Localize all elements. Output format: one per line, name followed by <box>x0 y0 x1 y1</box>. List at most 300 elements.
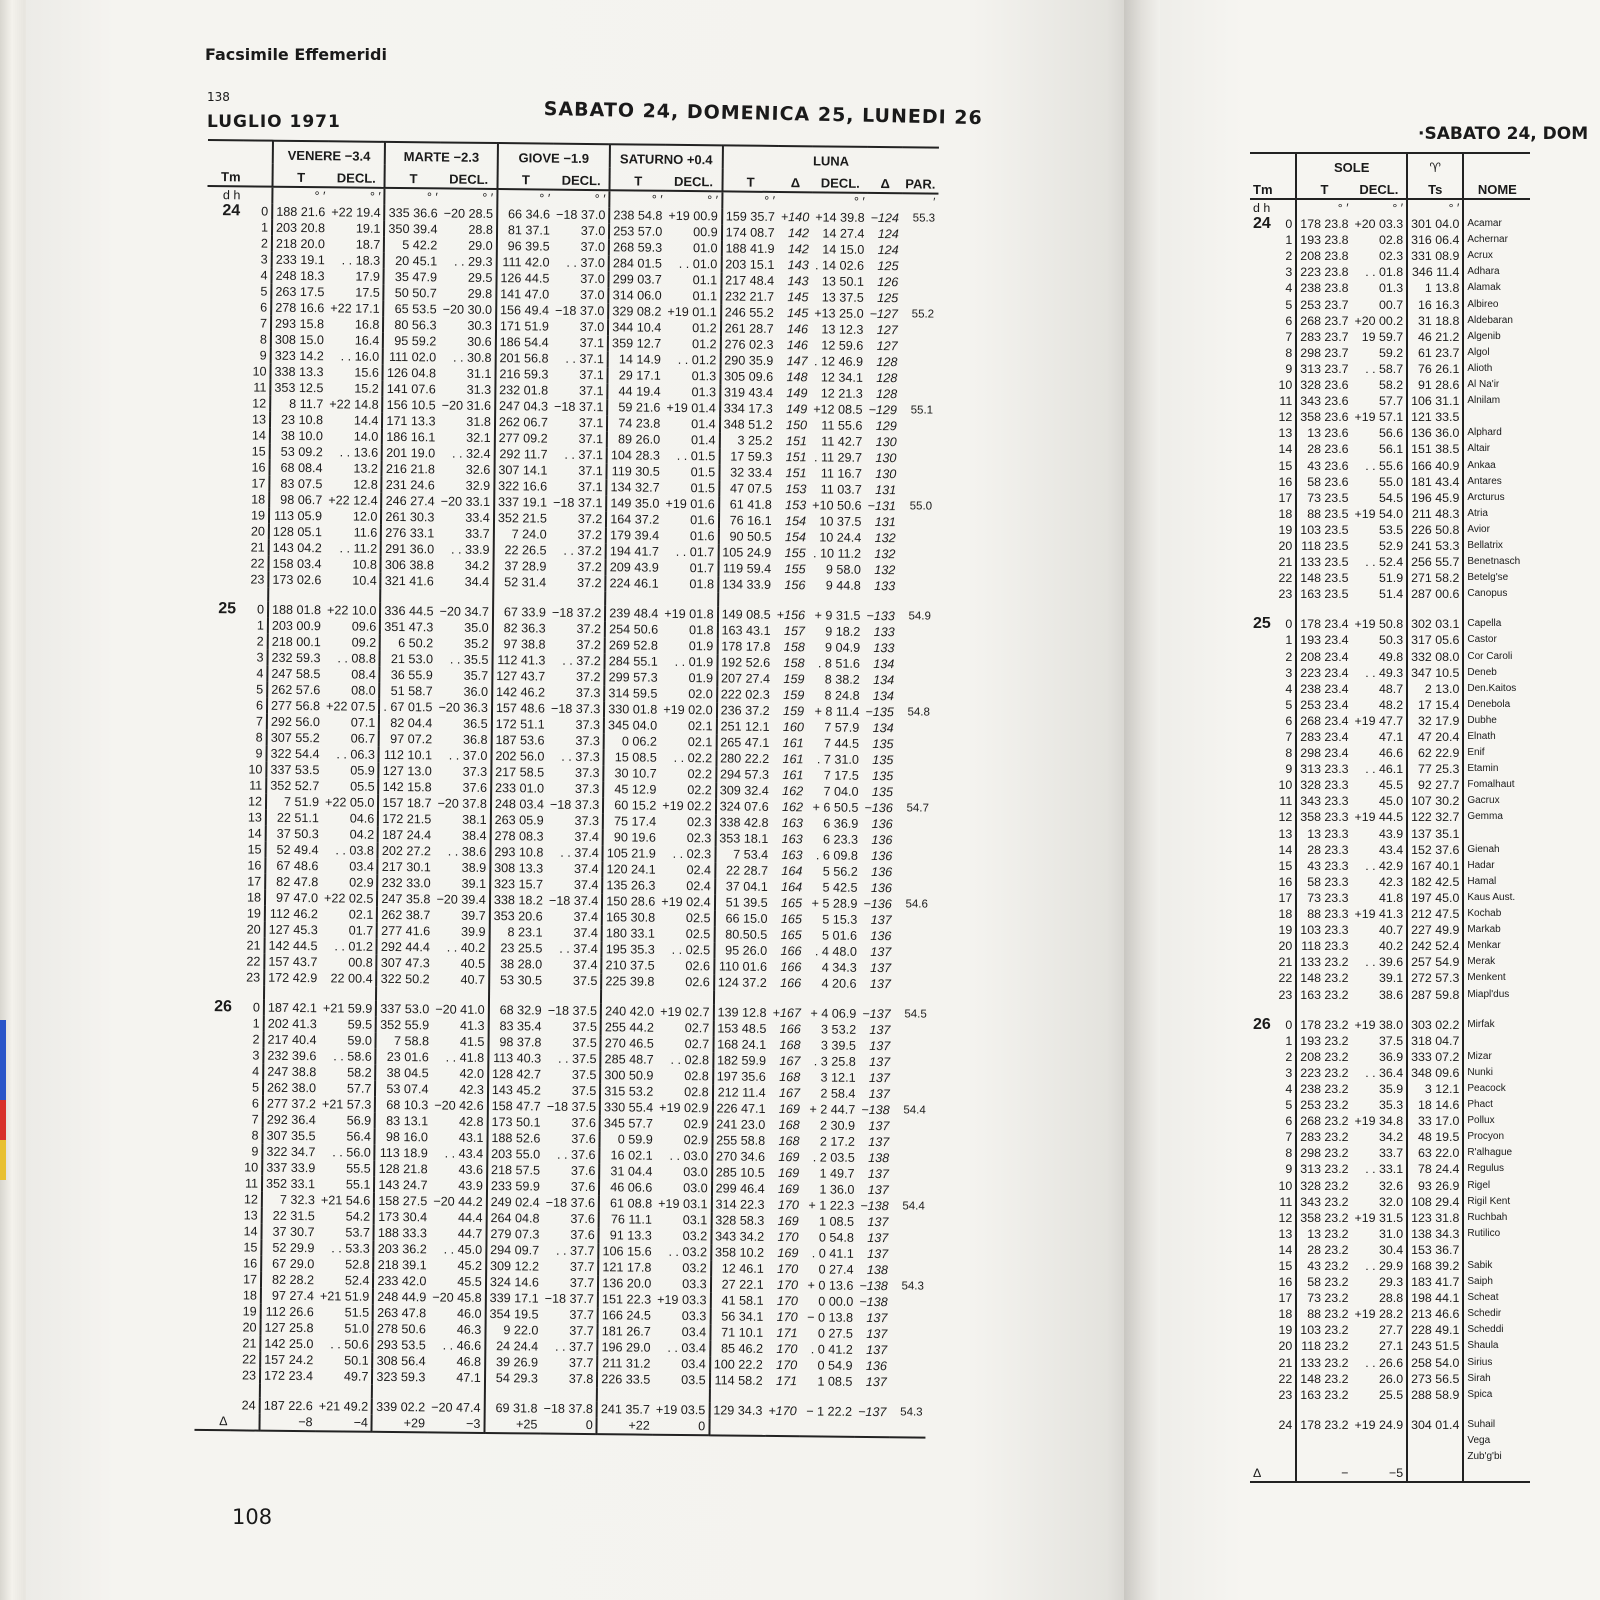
table-cell: 162 <box>782 784 804 799</box>
table-cell: 133 <box>873 624 895 640</box>
table-cell: 249 02.4 <box>487 1194 543 1211</box>
table-cell: 353 18.1 <box>715 830 771 847</box>
table-cell: 268 23.4 <box>1296 713 1351 729</box>
table-cell: 164 <box>781 880 803 895</box>
table-cell: 41 58.1 <box>710 1292 766 1309</box>
table-cell: 37.7 <box>569 1323 594 1339</box>
table-cell: −18 37.0 <box>555 207 606 223</box>
table-cell: 246 55.2 <box>721 304 777 321</box>
table-cell: 128 <box>876 387 898 402</box>
table-cell: 02.1 <box>348 907 374 922</box>
table-cell <box>896 784 932 800</box>
table-cell: 51.4 <box>1378 587 1404 602</box>
table-cell: 161 <box>782 752 804 767</box>
col-t: T <box>610 167 666 191</box>
table-cell: 07.1 <box>350 715 376 730</box>
table-cell: 302 03.1 <box>1407 616 1463 632</box>
star-name: Castor <box>1463 632 1530 648</box>
col-t: T <box>273 164 329 188</box>
table-cell: 308 15.0 <box>271 332 327 349</box>
table-cell: 37 30.7 <box>261 1224 317 1241</box>
table-row <box>1250 1387 1530 1403</box>
table-cell: 42.0 <box>459 1066 485 1081</box>
table-cell: 126 <box>877 275 899 290</box>
table-cell: 22 <box>242 1352 257 1367</box>
table-cell: 157 24.2 <box>260 1352 316 1369</box>
table-cell: 160 <box>782 720 804 735</box>
table-cell: . . 41.8 <box>445 1050 485 1065</box>
table-cell: 04.6 <box>349 811 375 826</box>
table-cell: 187 53.6 <box>491 732 547 749</box>
table-cell: 4 <box>1285 681 1293 696</box>
table-cell: 17 <box>247 874 262 889</box>
table-cell: 52 31.4 <box>493 574 549 591</box>
table-cell: 13 23.3 <box>1296 826 1351 842</box>
table-cell: 137 <box>867 1230 889 1246</box>
table-cell: 01.8 <box>688 623 714 638</box>
table-cell: . 6 09.8 <box>815 848 859 863</box>
table-cell: 18.7 <box>355 237 381 252</box>
delta-label: Δ <box>1253 1466 1262 1481</box>
table-cell: 16.4 <box>354 333 380 348</box>
table-cell: 137 <box>869 1022 891 1038</box>
table-cell: 270 34.6 <box>712 1148 768 1165</box>
table-cell: 134 <box>872 688 895 704</box>
table-cell: 328 23.6 <box>1296 377 1351 393</box>
table-cell: 0 <box>1285 217 1293 232</box>
table-cell: 134 32.7 <box>607 479 663 496</box>
table-row <box>1250 890 1530 906</box>
table-cell: 100 22.2 <box>710 1356 766 1373</box>
table-cell: 1 08.5 <box>817 1374 853 1389</box>
table-cell: 15.2 <box>354 381 379 396</box>
table-cell: 52 29.9 <box>261 1240 317 1257</box>
table-cell: 37.4 <box>573 877 599 893</box>
table-cell: 292 44.4 <box>377 939 433 956</box>
table-cell: +19 41.3 <box>1354 907 1404 922</box>
table-cell <box>893 1038 929 1054</box>
star-name: Benetnasch <box>1463 554 1530 570</box>
table-cell: 134 33.9 <box>718 576 774 593</box>
table-row <box>1250 1242 1530 1258</box>
table-cell: 15 <box>1278 458 1293 473</box>
table-cell: 254 50.6 <box>605 621 661 638</box>
table-cell: +19 28.2 <box>1354 1307 1404 1322</box>
table-cell: 187 22.6 <box>260 1398 316 1415</box>
table-cell: 165 30.8 <box>602 909 658 926</box>
table-cell: . . 35.5 <box>449 652 489 667</box>
table-cell: . 3 25.8 <box>813 1054 856 1069</box>
table-cell: 55.0 <box>1378 474 1404 489</box>
table-cell: 14 27.4 <box>822 226 865 241</box>
table-cell: 2 58.4 <box>820 1086 856 1101</box>
table-cell: 178 23.4 <box>1296 616 1351 632</box>
table-cell: −127 <box>869 306 899 322</box>
star-name: Fomalhaut <box>1463 777 1530 793</box>
table-cell: 203 15.1 <box>721 256 777 273</box>
table-cell: 37.3 <box>575 685 601 701</box>
table-cell: 41.3 <box>459 1018 485 1033</box>
table-cell: 212 47.5 <box>1407 906 1463 922</box>
table-cell: −3 <box>465 1416 481 1431</box>
table-cell <box>892 1150 928 1166</box>
table-cell: 147 <box>786 354 808 369</box>
table-cell: 154 <box>784 530 806 545</box>
table-cell: 346 11.4 <box>1407 264 1463 280</box>
table-cell: 02.1 <box>687 719 713 734</box>
table-cell: 13.2 <box>353 461 379 476</box>
table-cell: 32.6 <box>1378 1178 1404 1193</box>
table-cell: 122 32.7 <box>1407 809 1463 825</box>
star-name: Schedir <box>1463 1306 1530 1322</box>
table-row <box>1250 1049 1530 1065</box>
table-cell: 17.9 <box>355 269 381 284</box>
table-cell: 22 <box>246 954 261 969</box>
table-cell: 13 23.6 <box>1296 425 1351 441</box>
table-cell: +21 49.2 <box>318 1399 369 1414</box>
table-cell: 02.9 <box>683 1133 709 1148</box>
table-cell: +19 00.9 <box>668 208 718 224</box>
table-cell: 24 <box>241 1398 256 1413</box>
table-cell: 4 20.6 <box>821 976 857 991</box>
table-cell: 5 42.2 <box>384 237 440 254</box>
table-cell: 55.0 <box>909 500 933 513</box>
right-days-title: ·SABATO 24, DOM <box>1418 124 1589 144</box>
table-cell: 51 39.5 <box>715 894 771 911</box>
table-cell: 150 <box>785 418 808 433</box>
table-cell: +20 00.2 <box>1354 313 1404 328</box>
table-cell: 148 23.2 <box>1296 1371 1351 1387</box>
table-cell: 13 <box>1278 826 1293 841</box>
aries-icon: ♈ <box>1407 153 1463 176</box>
table-cell: 19 <box>1278 923 1293 938</box>
table-cell: 7 51.9 <box>266 794 322 811</box>
table-cell: 35.9 <box>1378 1081 1404 1096</box>
table-cell: 56 34.1 <box>710 1308 766 1325</box>
table-cell: 137 <box>868 1070 891 1086</box>
table-cell: 53.7 <box>345 1225 371 1240</box>
table-row <box>1250 1161 1530 1177</box>
table-cell <box>894 928 930 944</box>
table-row <box>1250 1129 1530 1145</box>
table-cell: 63 22.0 <box>1407 1145 1463 1161</box>
table-cell: 03.4 <box>681 1325 707 1340</box>
table-cell: 37.2 <box>576 669 601 685</box>
table-cell: 82 28.2 <box>261 1272 317 1289</box>
table-cell: +22 17.1 <box>330 301 380 316</box>
table-cell: 54.3 <box>900 1406 923 1419</box>
star-name: Alnilam <box>1463 393 1530 409</box>
table-cell: 39.9 <box>460 924 486 939</box>
table-cell: 103 23.3 <box>1296 922 1351 938</box>
table-cell: 314 22.3 <box>711 1196 767 1213</box>
table-cell: 35.3 <box>1378 1098 1404 1113</box>
table-cell: 345 57.7 <box>600 1115 656 1132</box>
table-cell: . 0 41.1 <box>811 1246 854 1261</box>
table-cell: . . 02.3 <box>672 846 712 862</box>
table-cell: 02.8 <box>684 1085 709 1100</box>
table-cell: 83 35.4 <box>488 1018 544 1035</box>
table-cell <box>891 1246 927 1262</box>
table-cell: 22 <box>1278 571 1293 586</box>
col-giove: GIOVE −1.9 <box>498 143 611 167</box>
table-cell: 106 15.6 <box>599 1243 655 1260</box>
table-cell: 299 57.3 <box>605 669 661 686</box>
table-cell: 03.4 <box>681 1357 706 1372</box>
table-cell: 224 46.1 <box>606 575 662 592</box>
table-cell: 158 <box>783 640 805 655</box>
table-cell: 5 56.2 <box>822 864 858 879</box>
table-cell: 17 <box>1278 1291 1293 1306</box>
star-name: Alamak <box>1463 280 1530 296</box>
table-cell: 29 17.1 <box>608 367 664 384</box>
table-cell: 167 <box>778 1086 801 1101</box>
table-cell: 128 21.8 <box>375 1161 431 1178</box>
table-cell: 168 <box>779 1038 801 1053</box>
table-cell: 330 55.4 <box>600 1099 656 1116</box>
table-cell: 331 08.9 <box>1407 248 1463 264</box>
table-cell: 158 03.4 <box>268 556 324 573</box>
table-cell: 2 <box>256 634 264 649</box>
table-cell: 05.9 <box>350 763 375 778</box>
table-cell: 4 <box>256 666 264 681</box>
table-cell: 21 <box>1278 555 1293 570</box>
table-cell: −138 <box>859 1294 888 1310</box>
table-cell: 17 <box>242 1272 258 1287</box>
table-cell: 238 23.8 <box>1296 280 1351 296</box>
table-cell: 9 18.2 <box>825 624 861 639</box>
table-cell: 1 <box>252 1016 260 1031</box>
table-cell: 164 37.2 <box>606 511 662 528</box>
table-cell: +156 <box>776 607 806 623</box>
table-cell: 37 28.9 <box>493 558 549 575</box>
table-cell: 9 <box>255 746 263 761</box>
table-cell: 37.5 <box>571 1083 597 1099</box>
table-cell: 293 10.8 <box>490 844 546 861</box>
star-name: Ruchbah <box>1463 1210 1530 1226</box>
table-cell: 156 10.5 <box>383 397 439 414</box>
table-cell: 158 <box>783 656 805 671</box>
table-cell: 10 <box>1278 778 1293 793</box>
table-cell: 169 <box>778 1102 800 1117</box>
table-cell: 124 <box>877 243 899 258</box>
star-name: Acrux <box>1463 248 1530 264</box>
table-cell: 218 57.5 <box>487 1162 543 1179</box>
table-cell: 5 01.6 <box>822 928 858 943</box>
table-cell: 231 24.6 <box>382 477 438 494</box>
table-cell: 23 <box>1278 987 1293 1002</box>
table-cell: . . 29.3 <box>453 254 493 269</box>
table-cell: 1 36.0 <box>819 1182 855 1197</box>
table-cell: 22 00.4 <box>330 971 373 986</box>
table-cell: −18 37.2 <box>551 605 602 621</box>
col-delta: Δ <box>790 175 801 191</box>
table-cell: 02.4 <box>686 863 712 878</box>
table-cell: 168 24.1 <box>713 1036 769 1053</box>
table-row <box>1250 906 1530 922</box>
table-cell: . 7 31.0 <box>816 752 860 767</box>
table-cell: 358 23.6 <box>1296 409 1351 425</box>
col-t: T <box>497 166 553 190</box>
table-cell: 181 26.7 <box>598 1323 654 1340</box>
table-cell: 149 35.0 <box>606 495 662 512</box>
table-cell: . . 37.1 <box>564 447 604 463</box>
table-row <box>1250 1371 1530 1387</box>
table-cell: 6 <box>1285 713 1293 728</box>
table-row <box>1250 1355 1530 1371</box>
table-cell: 128 05.1 <box>269 524 325 541</box>
table-cell: 157 18.7 <box>378 795 434 812</box>
table-cell: 46.6 <box>1378 746 1404 761</box>
table-cell: 37.0 <box>579 319 605 335</box>
table-cell: 98 16.0 <box>375 1129 431 1146</box>
star-name: Al Na'ir <box>1463 377 1530 393</box>
table-cell: 226 47.1 <box>712 1100 768 1117</box>
table-cell: −124 <box>870 210 900 226</box>
table-cell: 46 06.6 <box>599 1179 655 1196</box>
table-cell: 338 18.2 <box>490 892 546 909</box>
table-cell: +19 02.7 <box>660 1004 710 1020</box>
table-cell: 168 <box>778 1118 800 1133</box>
table-cell: 97 38.8 <box>492 636 548 653</box>
table-row <box>1250 506 1530 522</box>
table-cell: 54.9 <box>908 610 931 623</box>
table-cell: 77 25.3 <box>1407 761 1463 777</box>
table-cell: +21 51.9 <box>319 1289 370 1304</box>
table-cell: . . 43.4 <box>444 1146 484 1161</box>
table-cell: 5 15.3 <box>822 912 858 927</box>
table-cell: 167 <box>779 1054 801 1069</box>
table-cell: 38.4 <box>461 828 487 843</box>
table-cell: −18 37.7 <box>544 1291 595 1307</box>
table-cell: 33 17.0 <box>1407 1113 1463 1129</box>
table-cell: 42.3 <box>1378 874 1404 889</box>
table-cell: 61 08.8 <box>599 1195 655 1212</box>
table-cell: 188 52.6 <box>487 1130 543 1147</box>
table-cell: 137 <box>867 1166 890 1182</box>
table-row <box>1250 777 1530 793</box>
table-cell: 155 <box>784 562 806 577</box>
table-cell: 37.5 <box>572 1019 598 1035</box>
table-cell: 20 45.1 <box>384 253 440 270</box>
table-cell: . . 37.5 <box>558 1051 597 1067</box>
table-cell: 01.7 <box>348 923 374 938</box>
table-cell: 95 59.2 <box>383 333 439 350</box>
table-cell: 16 <box>247 858 262 873</box>
table-cell: 5 <box>1285 297 1293 312</box>
table-cell: . . 03.2 <box>668 1244 708 1260</box>
table-cell: 29.3 <box>1378 1275 1404 1290</box>
table-cell: 37.3 <box>574 813 600 829</box>
table-cell: 130 <box>875 467 897 482</box>
table-cell: 22 <box>1278 1371 1293 1386</box>
table-cell: 56.1 <box>1378 442 1404 457</box>
table-cell: 216 21.8 <box>382 461 438 478</box>
table-cell: . 11 29.7 <box>813 450 863 465</box>
table-cell: 52.4 <box>344 1273 370 1288</box>
table-cell: . . 55.6 <box>1365 458 1404 473</box>
table-cell: 08.4 <box>351 667 376 682</box>
table-cell: 159 <box>782 704 805 719</box>
table-cell: 173 02.6 <box>268 572 324 589</box>
table-cell: 2 <box>1285 1049 1293 1064</box>
table-cell: 270 46.5 <box>601 1035 657 1052</box>
table-cell: . . 13.6 <box>339 445 379 460</box>
table-cell: 299 03.7 <box>609 271 665 288</box>
table-cell: 18 <box>1278 1307 1293 1322</box>
table-cell: 251 12.1 <box>716 718 772 735</box>
table-cell: 37.5 <box>572 973 598 989</box>
table-cell: 351 47.3 <box>380 619 436 636</box>
table-row <box>1250 586 1530 602</box>
col-decl: DECL. <box>820 175 860 191</box>
table-cell: 6 50.2 <box>380 635 436 652</box>
table-cell: 30.6 <box>467 334 492 349</box>
table-cell: +19 01.8 <box>664 606 714 622</box>
table-cell: 179 39.4 <box>606 527 662 544</box>
table-cell: +140 <box>780 210 810 225</box>
table-cell: 18 <box>1278 506 1293 521</box>
table-cell: 178 23.2 <box>1296 1417 1351 1433</box>
table-cell: . . 37.6 <box>557 1147 596 1163</box>
table-cell: 172 21.5 <box>378 811 434 828</box>
table-cell: 104 28.3 <box>607 447 663 464</box>
table-cell: 37.7 <box>569 1275 595 1291</box>
table-cell: 2 17.2 <box>819 1134 856 1149</box>
table-cell: 263 17.5 <box>271 284 327 301</box>
table-cell: 1 <box>260 220 269 235</box>
table-cell: 148 <box>786 370 808 385</box>
table-cell: 32.9 <box>465 478 491 493</box>
table-cell: 45.0 <box>1378 794 1404 809</box>
table-cell: 255 44.2 <box>601 1019 657 1036</box>
table-cell: 163 23.5 <box>1296 586 1351 602</box>
table-cell: 7 44.5 <box>824 736 860 751</box>
table-cell: 4 <box>260 268 268 283</box>
table-cell: 3 <box>256 650 264 665</box>
table-cell: 262 38.0 <box>263 1080 319 1097</box>
table-cell: 337 33.9 <box>262 1160 318 1177</box>
table-cell: 127 <box>876 323 898 338</box>
table-cell: 130 <box>875 451 897 466</box>
table-cell: 88 23.2 <box>1296 1306 1351 1322</box>
table-cell: 186 54.4 <box>496 334 552 351</box>
table-cell: . . 58.6 <box>333 1049 372 1064</box>
table-cell: 66 15.0 <box>714 910 770 927</box>
table-cell: 138 <box>868 1150 890 1166</box>
table-cell: 40.5 <box>460 956 486 971</box>
table-cell: 352 21.5 <box>494 510 550 527</box>
table-row <box>1250 474 1530 490</box>
table-cell: 05.5 <box>350 779 375 794</box>
table-cell: +19 50.8 <box>1354 617 1404 632</box>
table-cell: 20 <box>1278 538 1293 553</box>
table-cell: 37.6 <box>571 1131 596 1147</box>
table-cell: 37.6 <box>462 780 488 795</box>
table-cell: 37.0 <box>580 287 605 303</box>
table-cell: 11 <box>1279 794 1293 809</box>
table-cell: 303 02.2 <box>1407 1017 1463 1033</box>
table-cell: 134 <box>872 720 894 736</box>
table-cell: 45.5 <box>1378 778 1404 793</box>
star-name: Bellatrix <box>1463 538 1530 554</box>
table-cell: 44.4 <box>457 1210 483 1225</box>
table-cell: − <box>1296 1465 1351 1482</box>
table-cell: 92 27.7 <box>1407 777 1463 793</box>
table-cell: 53.5 <box>1378 522 1404 537</box>
table-cell: 8 <box>251 1128 259 1143</box>
table-cell: 01.2 <box>692 321 717 336</box>
